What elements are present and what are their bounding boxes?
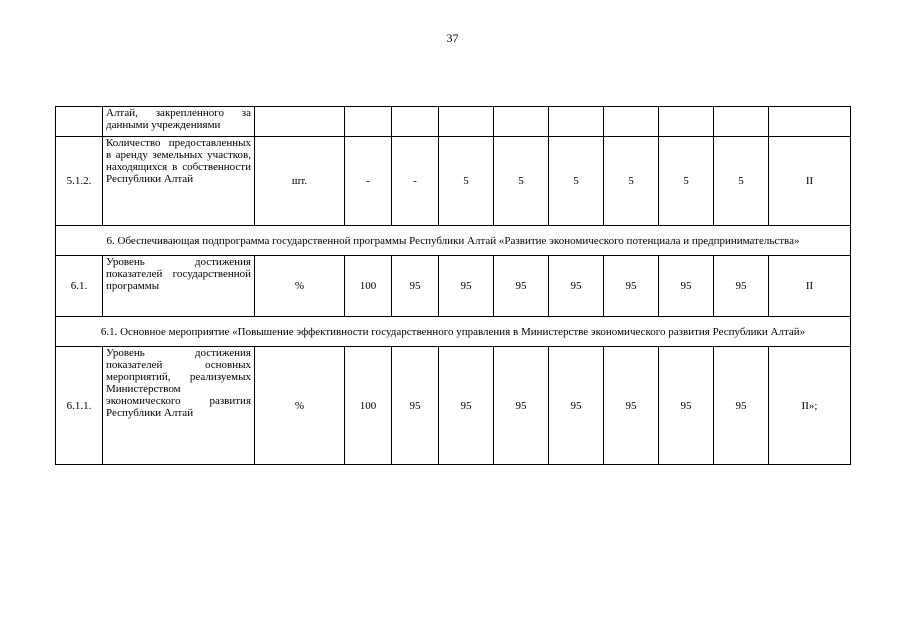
value-cell (439, 107, 494, 137)
unit-cell: % (255, 347, 345, 465)
value-cell: 100 (345, 256, 392, 317)
value-cell: 95 (714, 347, 769, 465)
value-cell (392, 107, 439, 137)
value-cell: 5 (659, 137, 714, 226)
value-cell (769, 107, 851, 137)
value-cell (714, 107, 769, 137)
value-cell: II (769, 137, 851, 226)
value-cell: 95 (659, 347, 714, 465)
value-cell: II (769, 256, 851, 317)
value-cell (659, 107, 714, 137)
value-cell: 95 (392, 256, 439, 317)
page-number: 37 (446, 31, 459, 45)
value-cell (549, 107, 604, 137)
value-cell: 95 (714, 256, 769, 317)
table-row (56, 256, 851, 317)
table-row (56, 137, 851, 226)
value-cell (604, 107, 659, 137)
value-cell: 95 (494, 256, 549, 317)
section-heading: 6.1. Основное мероприятие «Повышение эффективности государственного управления в Министерстве экономического развития Республики Алтай» (56, 317, 851, 347)
value-cell: 5 (549, 137, 604, 226)
value-cell: 5 (714, 137, 769, 226)
indicator-description: Алтай, закрепленного за данными учреждениями (103, 107, 255, 137)
value-cell: 95 (439, 347, 494, 465)
value-cell (494, 107, 549, 137)
value-cell: 95 (549, 347, 604, 465)
row-number: 6.1. (56, 256, 103, 317)
value-cell: - (345, 137, 392, 226)
row-number (56, 107, 103, 137)
value-cell: - (392, 137, 439, 226)
value-cell: 95 (494, 347, 549, 465)
indicator-description: Уровень достижения показателей государственной программы (103, 256, 255, 317)
value-cell: 5 (494, 137, 549, 226)
value-cell: 95 (392, 347, 439, 465)
row-number: 5.1.2. (56, 137, 103, 226)
value-cell: 5 (604, 137, 659, 226)
value-cell: 95 (604, 347, 659, 465)
section-row (56, 226, 851, 256)
unit-cell: шт. (255, 137, 345, 226)
value-cell: 95 (659, 256, 714, 317)
indicators-table (55, 106, 851, 465)
value-cell: 100 (345, 347, 392, 465)
value-cell: 5 (439, 137, 494, 226)
section-row (56, 317, 851, 347)
value-cell: 95 (604, 256, 659, 317)
unit-cell (255, 107, 345, 137)
indicator-description: Количество предоставленных в аренду земельных участков, находящихся в собственности Республики Алтай (103, 137, 255, 226)
value-cell (345, 107, 392, 137)
row-number: 6.1.1. (56, 347, 103, 465)
unit-cell: % (255, 256, 345, 317)
table-row (56, 347, 851, 465)
section-heading: 6. Обеспечивающая подпрограмма государственной программы Республики Алтай «Развитие экономического потенциала и предпринимательства» (56, 226, 851, 256)
value-cell: II»; (769, 347, 851, 465)
value-cell: 95 (439, 256, 494, 317)
table-row (56, 107, 851, 137)
indicator-description: Уровень достижения показателей основных мероприятий, реализуемых Министерством экономического развития Республики Алтай (103, 347, 255, 465)
value-cell: 95 (549, 256, 604, 317)
